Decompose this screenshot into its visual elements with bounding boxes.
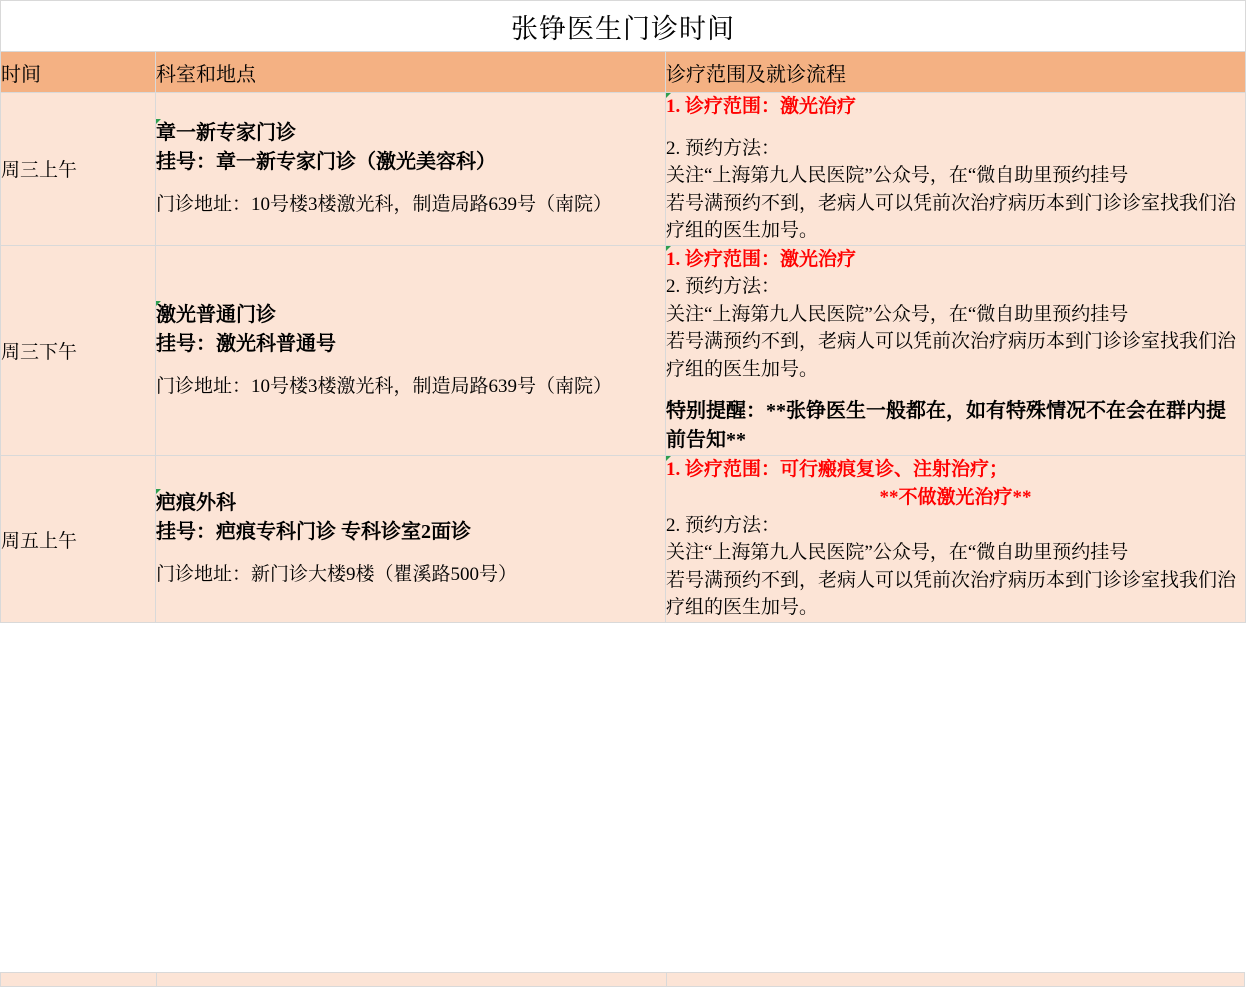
method-line-2: 若号满预约不到，老病人可以凭前次治疗病历本到门诊诊室找我们治疗组的医生加号。 <box>666 569 1237 619</box>
department-name: 激光普通门诊 <box>156 303 276 326</box>
method-label: 2. 预约方法： <box>666 276 781 298</box>
method-line-2: 若号满预约不到，老病人可以凭前次治疗病历本到门诊诊室找我们治疗组的医生加号。 <box>666 192 1237 242</box>
scope-label: 1. 诊疗范围： <box>666 248 781 270</box>
cell-department <box>156 93 666 246</box>
scope-value: 激光治疗 <box>780 248 857 270</box>
cell-corner-marker <box>666 456 671 461</box>
cell-time: 周五上午 <box>1 456 156 622</box>
cell-corner-marker <box>666 246 671 251</box>
cell-department <box>156 456 666 622</box>
scope-label: 1. 诊疗范围： <box>666 459 781 481</box>
cell-scope <box>666 93 1246 246</box>
scope-value: 可行瘢痕复诊、注射治疗； <box>780 459 1009 481</box>
scope-label: 1. 诊疗范围： <box>666 96 781 117</box>
table-row <box>1 245 1246 456</box>
column-header-time: 时间 <box>1 52 156 93</box>
cell-corner-marker <box>156 489 161 494</box>
cell-time: 周三下午 <box>1 245 156 456</box>
department-address: 门诊地址：10号楼3楼激光科，制造局路639号（南院） <box>156 375 613 397</box>
department-registration: 挂号：激光科普通号 <box>156 332 336 355</box>
method-label: 2. 预约方法： <box>666 137 781 159</box>
special-notice: 特别提醒：**张铮医生一般都在，如有特殊情况不在会在群内提前告知** <box>666 400 1226 452</box>
department-name: 疤痕外科 <box>156 492 236 515</box>
cell-time: 周三上午 <box>1 93 156 246</box>
table-row <box>1 456 1246 622</box>
department-registration: 挂号：章一新专家门诊（激光美容科） <box>156 151 496 174</box>
department-registration: 挂号：疤痕专科门诊 专科诊室2面诊 <box>156 521 471 544</box>
scope-value: 激光治疗 <box>780 96 857 117</box>
table-row <box>1 93 1246 246</box>
department-address: 门诊地址：新门诊大楼9楼（瞿溪路500号） <box>156 564 518 586</box>
department-address: 门诊地址：10号楼3楼激光科，制造局路639号（南院） <box>156 194 613 216</box>
column-header-department: 科室和地点 <box>156 52 666 93</box>
cell-scope <box>666 456 1246 622</box>
cell-department <box>156 245 666 456</box>
table-header-row <box>1 52 1246 93</box>
method-line-1: 关注“上海第九人民医院”公众号，在“微自助里预约挂号 <box>666 303 1129 325</box>
method-line-2: 若号满预约不到，老病人可以凭前次治疗病历本到门诊诊室找我们治疗组的医生加号。 <box>666 331 1237 380</box>
cell-time-partial <box>1 973 157 986</box>
method-line-1: 关注“上海第九人民医院”公众号，在“微自助里预约挂号 <box>666 165 1129 187</box>
method-label: 2. 预约方法： <box>666 514 781 536</box>
department-name: 章一新专家门诊 <box>156 122 296 145</box>
table-bottom-partial-row <box>0 972 1245 987</box>
table-title-row <box>1 1 1246 52</box>
cell-corner-marker <box>156 119 161 124</box>
page-title: 张铮医生门诊时间 <box>1 1 1246 52</box>
cell-department-partial <box>157 973 667 986</box>
cell-scope <box>666 245 1246 456</box>
cell-corner-marker <box>156 301 161 306</box>
cell-corner-marker <box>666 93 671 98</box>
column-header-scope: 诊疗范围及就诊流程 <box>666 52 1246 93</box>
scope-extra: **不做激光治疗** <box>879 487 1032 509</box>
method-line-1: 关注“上海第九人民医院”公众号，在“微自助里预约挂号 <box>666 542 1129 564</box>
